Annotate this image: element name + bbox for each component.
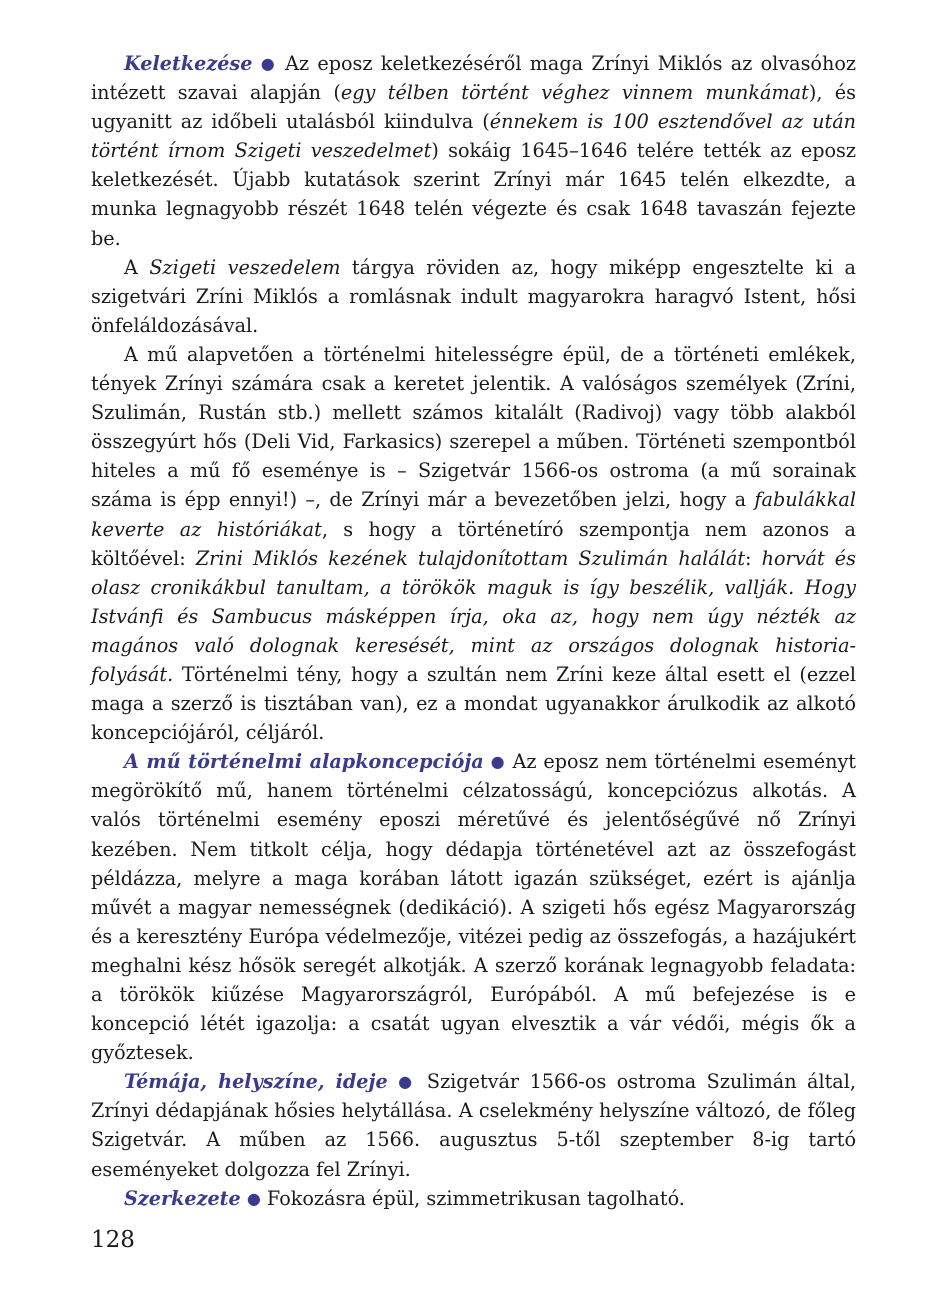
- body-text: A mű alapvetően a történelmi hitelességre épül, de a történeti emlékek, tények Zrínyi számára csak a keretet jelentik. A valóságos személyek (Zríni, Szulimán, Rustán stb.) mellett számos kitalált (Radivoj) vagy több alakból összegyúrt hős (Deli Vid, Farkasics) szerepel a műben. Történeti szempontból hiteles a mű fő eseménye is – Szigetvár 1566-os ostroma (a mű sorainak száma is épp ennyi!) –, de Zrínyi már a bevezetőben jelzi, hogy a: [91, 342, 856, 512]
- italic-quote: énnekem is 100 esztendővel az után történt írnom Szigeti veszedelmet: [91, 110, 856, 163]
- section-heading: Témája, helyszíne, ideje: [124, 1070, 388, 1094]
- bullet-icon: ●: [490, 752, 506, 772]
- body-text: [252, 52, 260, 75]
- paragraph-alapkoncepcio: [91, 747, 856, 1067]
- italic-quote: Szigeti veszedelem: [149, 255, 341, 279]
- body-text: [484, 750, 491, 773]
- italic-quote: fabulákkal keverte az históriákat: [91, 488, 856, 541]
- section-heading: Keletkezése: [124, 52, 253, 75]
- body-text: A: [124, 255, 150, 279]
- bullet-icon: ●: [398, 1072, 417, 1092]
- body-text: Az eposz nem történelmi eseményt megörökítő mű, hanem történelmi célzatosságú, koncepciózus alkotás. A valós történelmi esemény eposzi méretűvé és jelentőségűvé nő Zrínyi kezében. Nem titkolt célja, hogy dédapja történetével azt az összefogást példázza, melyre a maga korában látott igazán szükséget, ezért is ajánlja művét a magyar nemességnek (dedikáció). A szigeti hős egész Magyarország és a keresztény Európa védelmezője, vitézei pedig az összefogás, a hazájukért meghalni kész hősök seregét alkotják. A szerző korának legnagyobb feladata: a törökök kiűzése Magyarországról, Európából. A mű befejezése is e koncepció létét igazolja: a csatát ugyan elvesztik a vár védői, mégis ők a győztesek.: [91, 750, 856, 1065]
- body-text: ), és ugyanitt az időbeli utalásból kiindulva (: [91, 81, 856, 134]
- paragraph-keletkezese: [91, 49, 856, 253]
- paragraph-temaja: [91, 1067, 856, 1183]
- body-text: Fokozásra épül, szimmetrikusan tagolható.: [260, 1186, 685, 1210]
- paragraph-hitelesseg: [91, 340, 856, 747]
- body-text: [388, 1070, 398, 1093]
- body-text: tárgya röviden az, hogy miképp engesztelte ki a szigetvári Zríni Miklós a romlásnak indult magyarokra haragvó Istent, hősi önfeláldozásával.: [91, 255, 856, 337]
- page-body: [91, 49, 856, 1213]
- section-heading: A mű történelmi alapkoncepciója: [124, 750, 484, 774]
- body-text: Történelmi tény, hogy a szultán nem Zríni keze által esett el (ezzel maga a szerző is tisztában van), ez a mondat ugyanakkor árulkodik az alkotó koncepciójáról, céljáról.: [91, 662, 856, 745]
- italic-quote: horvát és olasz cronikákbul tanultam, a törökök maguk is így beszélik, vallják. Hogy Istvánfi és Sambucus másképpen írja, oka az, hogy nem úgy nézték az magános való dolognak keresését, mint az országos dolognak historia-folyását.: [91, 546, 856, 686]
- body-text: , s hogy a történetíró szempontja nem azonos a költőével:: [91, 517, 857, 570]
- italic-quote: egy télben történt véghez vinnem munkámat: [340, 81, 809, 105]
- section-heading: Szerkezete: [124, 1186, 241, 1210]
- bullet-icon: ●: [260, 54, 277, 73]
- italic-quote: Zrini Miklós kezének tulajdonítottam Szulimán halálát: [195, 546, 746, 570]
- paragraph-targya: [91, 253, 856, 340]
- body-text: Az eposz keletkezéséről maga Zrínyi Miklós az olvasóhoz intézett szavai alapján (: [91, 52, 856, 105]
- body-text: Szigetvár 1566-os ostroma Szulimán által, Zrínyi dédapjának hősies helytállása. A cselekmény helyszíne változó, de főleg Szigetvár. A műben az 1566. augusztus 5-től szeptember 8-ig tartó eseményeket dolgozza fel Zrínyi.: [91, 1070, 856, 1181]
- bullet-icon: ●: [246, 1188, 261, 1208]
- body-text: ) sokáig 1645–1646 telére tették az eposz keletkezését. Újabb kutatások szerint Zrínyi már 1645 telén elkezdte, a munka legnagyobb részét 1648 telén végezte és csak 1648 tavaszán fejezte be.: [91, 139, 856, 250]
- body-text: :: [745, 546, 762, 570]
- paragraph-szerkezete: [91, 1184, 856, 1213]
- page-number: 128: [91, 1227, 135, 1253]
